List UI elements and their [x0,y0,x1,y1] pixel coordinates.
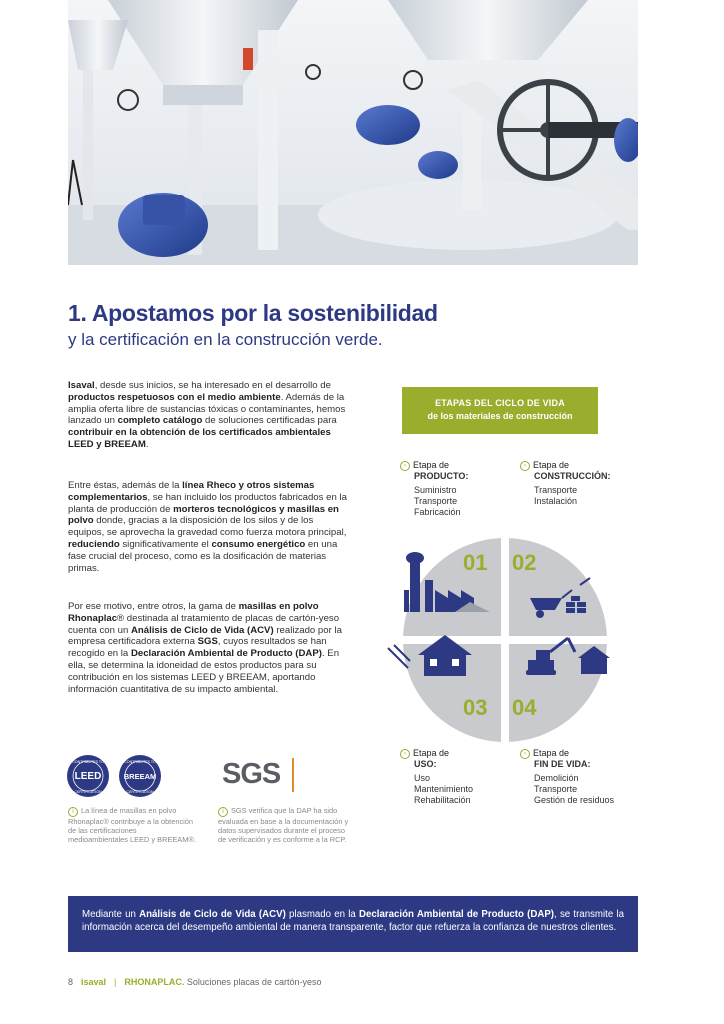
arrow-bullet-icon: › [400,749,410,759]
footer-product: RHONAPLAC. [124,977,185,987]
lifecycle-header [402,387,598,434]
summary-banner [68,896,638,952]
stage-use: › Etapa de USO: Uso Mantenimiento Rehabilitación [400,748,473,806]
intro-paragraph: Isaval, desde sus inicios, se ha interesado en el desarrollo de productos respetuosos con el medio ambiente. Además de la amplia oferta libre de sustancias tóxicas o contaminantes, hemos lanzado un completo catálogo de soluciones certificadas para contribuir en la obtención de los certificados ambientales LEED y BREEAM. [68,380,346,450]
page-title: 1. Apostamos por la sostenibilidad [68,300,438,326]
leed-footnote: i La línea de masillas en polvo Rhonaplac® contribuye a la obtención de las certificaciones medioambientales LEED y BREEAM®. [68,806,196,844]
breeam-badge [118,754,162,798]
svg-text:BREEAM: BREEAM [123,772,157,781]
industrial-plant-illustration [68,0,638,265]
acv-paragraph: Por ese motivo, entre otros, la gama de masillas en polvo Rhonaplac® destinada al tratamiento de placas de cartón-yeso cuenta con un Análisis de Ciclo de Vida (ACV) realizado por la empresa certificadora externa SGS, cuyos resultados se han recogido en la Declaración Ambiental de Producto (DAP). En ella, se determina la idoneidad de estos productos para su contribución en los sistemas LEED y BREEAM, aportando información cuantitativa de su impacto ambiental. [68,601,342,695]
sgs-logo: SGS [222,756,294,792]
lifecycle-header-subtitle: de los materiales de construcción [427,411,573,421]
production-paragraph: Entre éstas, además de la línea Rheco y otros sistemas complementarios, se han incluido los productos fabricados en la planta de producción de morteros tecnológicos y masillas en polvo donde, gracias a la disposición de los silos y de los equipos, se aprovecha la gravedad como fuerza motora principal, reduciendo significativamente el consumo energético en una fase crucial del proceso, como es la dosificación de materias primas. [68,480,347,574]
page-footer [68,977,321,987]
svg-text:CONTRIBUTES TO: CONTRIBUTES TO [72,760,104,764]
svg-text:CERTIFICATION: CERTIFICATION [126,790,154,794]
footer-separator: | [114,977,117,987]
page-number: 8 [68,977,74,987]
arrow-bullet-icon: › [520,461,530,471]
summary-banner-text: Mediante un Análisis de Ciclo de Vida (ACV) plasmado en la Declaración Ambiental de Producto (DAP), se transmite la información acerca del desempeño ambiental de manera transparente, factor que refuerza la confianza de nuestros clientes. [82,909,624,933]
stage-number-01: 01 [463,550,488,575]
stage-number-03: 03 [463,695,488,720]
footer-brand: isaval [81,977,107,987]
info-icon: i [68,807,78,817]
svg-text:CERTIFICATION: CERTIFICATION [74,790,102,794]
stage-product: › Etapa de PRODUCTO: Suministro Transporte Fabricación [400,460,468,518]
stage-number-02: 02 [512,550,537,575]
stage-number-04: 04 [512,695,537,720]
leed-badge [66,754,110,798]
lifecycle-header-title: ETAPAS DEL CICLO DE VIDA [435,398,565,408]
page-subtitle: y la certificación en la construcción verde. [68,330,383,349]
arrow-bullet-icon: › [520,749,530,759]
arrow-bullet-icon: › [400,461,410,471]
svg-text:LEED: LEED [74,771,102,782]
stage-end-of-life: › Etapa de FIN DE VIDA: Demolición Transporte Gestión de residuos [520,748,614,806]
footer-tagline: Soluciones placas de cartón-yeso [184,977,322,987]
info-icon: i [218,807,228,817]
lifecycle-wheel [380,530,630,750]
sgs-footnote: i SGS verifica que la DAP ha sido evaluada en base a la documentación y datos supervisados durante el proceso de verificación y es conforme a la RCP. [218,806,349,844]
stage-construction: › Etapa de CONSTRUCCIÓN: Transporte Instalación [520,460,611,507]
hero-photo [68,0,638,265]
svg-text:CONTRIBUTES TO: CONTRIBUTES TO [124,760,156,764]
